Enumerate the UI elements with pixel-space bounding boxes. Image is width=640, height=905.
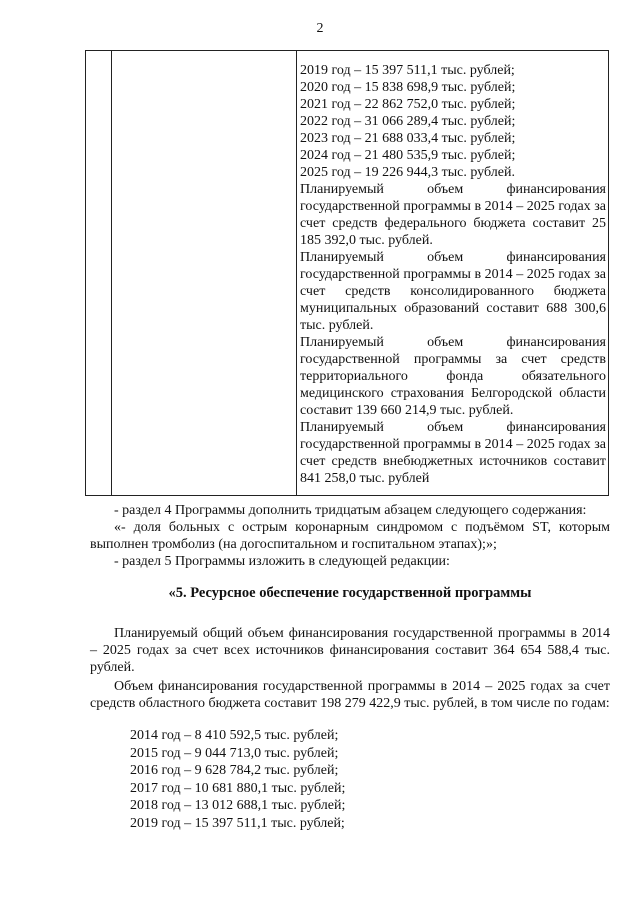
year-item: 2019 год – 15 397 511,1 тыс. рублей;	[130, 815, 345, 831]
table-column-divider	[296, 51, 297, 495]
table-year-line: 2024 год – 21 480 535,9 тыс. рублей;	[300, 148, 516, 163]
year-item: 2016 год – 9 628 784,2 тыс. рублей;	[130, 763, 339, 778]
financing-table	[85, 50, 609, 496]
year-item: 2017 год – 10 681 880,1 тыс. рублей;	[130, 780, 346, 796]
table-year-line: 2023 год – 21 688 033,4 тыс. рублей;	[300, 131, 516, 146]
year-item: 2014 год – 8 410 592,5 тыс. рублей;	[130, 728, 339, 743]
table-paragraph-extrabudgetary: Планируемый объем финансирования государственной программы в 2014 – 2025 годах за счет средств внебюджетных источников составит 841 258,0 тыс. рублей	[300, 420, 606, 486]
section-heading: «5. Ресурсное обеспечение государственной программы	[168, 585, 532, 601]
table-year-line: 2020 год – 15 838 698,9 тыс. рублей;	[300, 80, 516, 95]
table-paragraph-municipal: Планируемый объем финансирования государственной программы в 2014 – 2025 годах за счет средств консолидированного бюджета муниципальных образований составит 688 300,6 тыс. рублей.	[300, 250, 606, 333]
table-year-line: 2025 год – 19 226 944,3 тыс. рублей.	[300, 165, 515, 180]
amendment-section-4: - раздел 4 Программы дополнить тридцатым абзацем следующего содержания:	[114, 503, 587, 518]
table-year-line: 2019 год – 15 397 511,1 тыс. рублей;	[300, 63, 515, 78]
table-content-cell	[300, 62, 606, 487]
table-paragraph-insurance-fund: Планируемый объем финансирования государственной программы за счет средств территориального фонда обязательного медицинского страхования Белгородской области составит 139 660 214,9 тыс. рублей.	[300, 335, 606, 418]
amendment-quote: «- доля больных с острым коронарным синдромом с подъёмом ST, которым выполнен тромболиз (на догоспитальном и госпитальном этапах);»;	[90, 520, 610, 552]
yearly-financing-list	[130, 727, 345, 832]
amendment-section-5: - раздел 5 Программы изложить в следующей редакции:	[114, 554, 450, 569]
page-number: 2	[316, 21, 324, 36]
table-year-line: 2021 год – 22 862 752,0 тыс. рублей;	[300, 97, 516, 112]
table-column-divider	[111, 51, 112, 495]
regional-budget-paragraph: Объем финансирования государственной программы в 2014 – 2025 годах за счет средств областного бюджета составит 198 279 422,9 тыс. рублей, в том числе по годам:	[90, 679, 610, 711]
total-financing-paragraph: Планируемый общий объем финансирования государственной программы в 2014 – 2025 годах за счет всех источников финансирования составит 364 654 588,4 тыс. рублей.	[90, 626, 610, 675]
year-item: 2015 год – 9 044 713,0 тыс. рублей;	[130, 745, 339, 761]
table-year-line: 2022 год – 31 066 289,4 тыс. рублей;	[300, 114, 516, 129]
amendments-block	[90, 502, 610, 570]
year-item: 2018 год – 13 012 688,1 тыс. рублей;	[130, 798, 346, 813]
section-5-text	[90, 625, 610, 712]
table-paragraph-federal: Планируемый объем финансирования государственной программы в 2014 – 2025 годах за счет средств федерального бюджета составит 25 185 392,0 тыс. рублей.	[300, 182, 606, 248]
